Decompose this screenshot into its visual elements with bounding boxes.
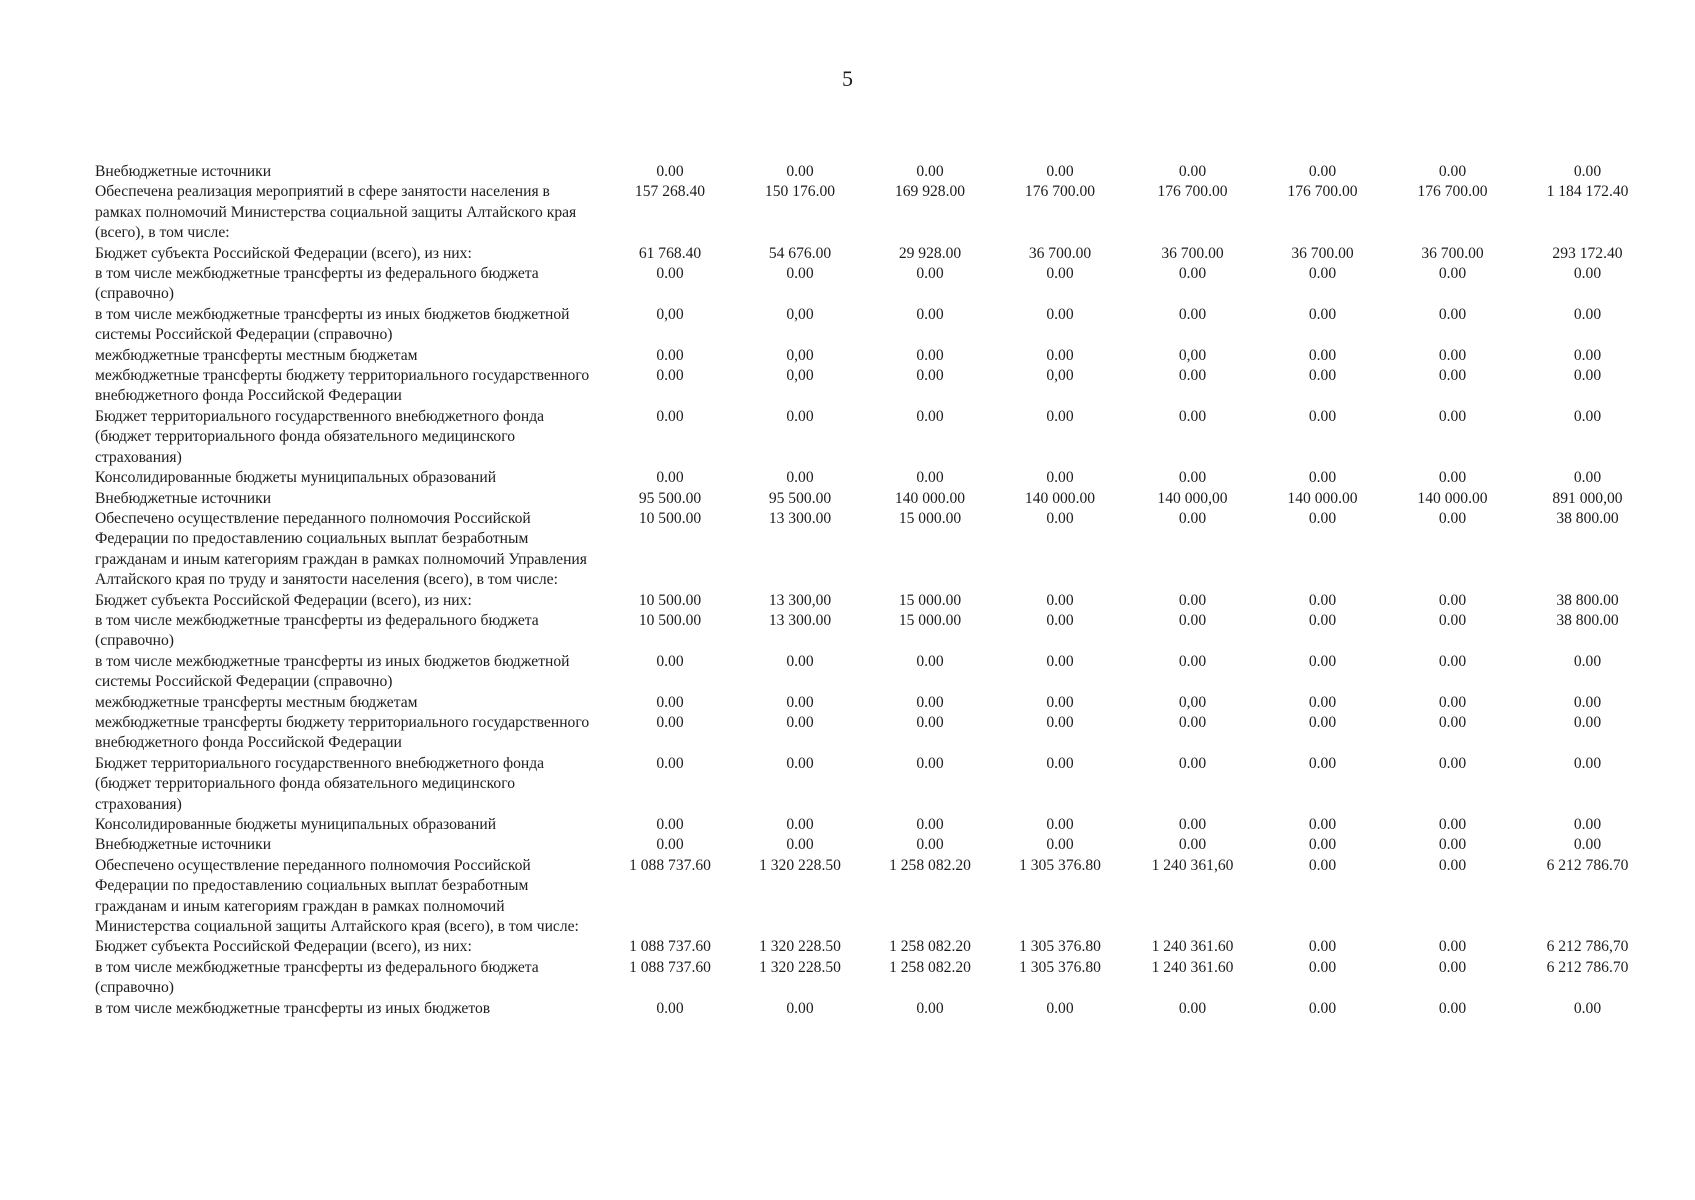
row-value: 0.00 — [1308, 999, 1337, 1017]
row-label: межбюджетные трансферты бюджету территориального государственного внебюджетного фонда Российской Федерации — [95, 713, 590, 752]
row-value: 0.00 — [916, 693, 944, 711]
row-value: 0.00 — [1573, 265, 1602, 283]
row-value: 0.00 — [786, 713, 814, 731]
row-value: 0.00 — [1438, 367, 1467, 385]
row-value: 0.00 — [1573, 305, 1602, 323]
row-value: 0,00 — [1178, 693, 1207, 711]
row-value: 140 000.00 — [1287, 489, 1358, 507]
row-value: 0.00 — [1438, 346, 1467, 364]
row-value: 0.00 — [786, 836, 814, 854]
row-value: 176 700.00 — [1287, 183, 1358, 201]
row-label: в том числе межбюджетные трансферты из иных бюджетов — [95, 999, 491, 1017]
row-value: 0.00 — [916, 265, 944, 283]
row-value: 0.00 — [1308, 305, 1337, 323]
row-value: 36 700.00 — [1161, 244, 1224, 262]
row-value: 0.00 — [656, 652, 684, 670]
row-value: 0.00 — [1438, 652, 1467, 670]
row-value: 15 000.00 — [898, 509, 962, 527]
row-value: 0.00 — [1178, 407, 1207, 425]
row-value: 36 700.00 — [1291, 244, 1354, 262]
row-value: 0.00 — [1308, 367, 1337, 385]
row-value: 0.00 — [1046, 713, 1074, 731]
row-value: 0,00 — [656, 305, 684, 323]
row-value: 0.00 — [1438, 958, 1467, 976]
row-value: 1 320 228.50 — [759, 958, 841, 976]
table-row — [95, 489, 1655, 509]
row-value: 0.00 — [786, 999, 814, 1017]
row-value: 0.00 — [1178, 305, 1207, 323]
row-label: Бюджет территориального государственного внебюджетного фонда (бюджет территориального фонда обязательного медицинского страхования) — [95, 754, 545, 813]
row-value: 15 000.00 — [898, 611, 962, 629]
row-value: 0.00 — [1178, 469, 1207, 487]
row-value: 0.00 — [1046, 407, 1074, 425]
row-value: 0.00 — [1178, 754, 1207, 772]
row-value: 1 305 376.80 — [1019, 856, 1101, 874]
table-row — [95, 264, 1655, 305]
table-row — [95, 509, 1655, 591]
row-value: 0.00 — [1573, 407, 1602, 425]
row-value: 13 300,00 — [768, 591, 832, 609]
table-row — [95, 815, 1655, 835]
table-row — [95, 835, 1655, 855]
row-value: 1 240 361,60 — [1151, 856, 1234, 874]
row-value: 0.00 — [1178, 265, 1207, 283]
row-label: Обеспечено осуществление переданного полномочия Российской Федерации по предоставлению социальных выплат безработным гражданам и иным категориям граждан в рамках полномочий Министерства социальной защиты Алтайского края (всего), в том числе: — [95, 856, 579, 936]
row-value: 0.00 — [1308, 265, 1337, 283]
row-value: 0.00 — [1438, 265, 1467, 283]
table-row — [95, 468, 1655, 488]
row-value: 36 700.00 — [1421, 244, 1484, 262]
row-value: 38 800.00 — [1556, 611, 1619, 629]
row-value: 0.00 — [916, 367, 944, 385]
row-value: 0.00 — [1438, 305, 1467, 323]
row-value: 0.00 — [786, 754, 814, 772]
row-value: 15 000.00 — [898, 591, 962, 609]
row-value: 0.00 — [786, 469, 814, 487]
row-value: 140 000.00 — [1417, 489, 1488, 507]
row-value: 0.00 — [1308, 469, 1337, 487]
row-value: 140 000.00 — [894, 489, 966, 507]
row-value: 891 000,00 — [1552, 489, 1623, 507]
row-value: 0.00 — [656, 407, 684, 425]
row-value: 0.00 — [1438, 856, 1467, 874]
row-label: Бюджет субъекта Российской Федерации (всего), из них: — [95, 591, 472, 609]
row-value: 54 676.00 — [768, 244, 832, 262]
row-value: 0.00 — [916, 836, 944, 854]
row-value: 0.00 — [1178, 591, 1207, 609]
row-value: 0.00 — [916, 754, 944, 772]
row-value: 0.00 — [1178, 999, 1207, 1017]
row-value: 140 000.00 — [1024, 489, 1096, 507]
row-value: 0.00 — [1178, 816, 1207, 833]
row-value: 38 800.00 — [1556, 591, 1619, 609]
row-value: 1 320 228.50 — [759, 938, 841, 956]
row-value: 1 258 082.20 — [889, 938, 971, 956]
row-label: Обеспечена реализация мероприятий в сфере занятости населения в рамках полномочий Министерства социальной защиты Алтайского края (всего), в том числе: — [95, 183, 577, 242]
row-value: 0.00 — [1046, 509, 1074, 527]
row-value: 6 212 786.70 — [1546, 856, 1629, 874]
row-value: 1 184 172.40 — [1546, 183, 1629, 201]
row-value: 0.00 — [1046, 305, 1074, 323]
row-value: 0.00 — [1308, 652, 1337, 670]
row-value: 0,00 — [1178, 346, 1207, 364]
row-value: 6 212 786.70 — [1546, 958, 1629, 976]
row-value: 0.00 — [916, 305, 944, 323]
row-value: 0.00 — [786, 163, 814, 180]
row-value: 0.00 — [1046, 611, 1074, 629]
row-value: 0,00 — [786, 305, 814, 323]
row-value: 0.00 — [1308, 407, 1337, 425]
row-value: 176 700.00 — [1417, 183, 1488, 201]
row-value: 1 258 082.20 — [889, 856, 971, 874]
row-label: Внебюджетные источники — [95, 836, 272, 854]
table-row — [95, 346, 1655, 366]
row-label: Внебюджетные источники — [95, 489, 272, 507]
row-value: 0.00 — [656, 367, 684, 385]
row-value: 10 500.00 — [638, 591, 702, 609]
row-value: 0.00 — [1308, 693, 1337, 711]
table-row — [95, 754, 1655, 815]
row-value: 1 305 376.80 — [1019, 958, 1101, 976]
row-value: 0.00 — [1308, 856, 1337, 874]
row-label: Консолидированные бюджеты муниципальных образований — [95, 469, 497, 487]
row-value: 0.00 — [916, 652, 944, 670]
row-label: в том числе межбюджетные трансферты из иных бюджетов бюджетной системы Российской Федерации (справочно) — [95, 652, 570, 691]
row-value: 0.00 — [656, 816, 684, 833]
row-value: 0.00 — [1308, 816, 1337, 833]
row-value: 0.00 — [656, 346, 684, 364]
row-label: межбюджетные трансферты бюджету территориального государственного внебюджетного фонда Российской Федерации — [95, 367, 590, 405]
table-row — [95, 182, 1655, 243]
table-row — [95, 162, 1655, 182]
row-value: 0.00 — [1308, 611, 1337, 629]
row-value: 0.00 — [656, 693, 684, 711]
row-value: 0.00 — [1046, 591, 1074, 609]
row-value: 0.00 — [1573, 836, 1602, 854]
row-value: 0.00 — [1046, 693, 1074, 711]
row-value: 0.00 — [656, 265, 684, 283]
row-value: 1 088 737.60 — [629, 958, 711, 976]
row-value: 0.00 — [916, 407, 944, 425]
row-value: 38 800.00 — [1556, 509, 1619, 527]
row-value: 0.00 — [1438, 938, 1467, 956]
row-value: 0.00 — [656, 999, 684, 1017]
row-value: 0.00 — [1308, 346, 1337, 364]
budget-table — [95, 162, 1655, 1019]
row-value: 0.00 — [1308, 509, 1337, 527]
row-value: 176 700.00 — [1157, 183, 1228, 201]
row-value: 0.00 — [1438, 469, 1467, 487]
row-value: 0.00 — [1046, 754, 1074, 772]
row-value: 0.00 — [1178, 611, 1207, 629]
row-value: 0.00 — [1178, 509, 1207, 527]
row-label: в том числе межбюджетные трансферты из федерального бюджета (справочно) — [95, 611, 539, 650]
row-value: 0.00 — [916, 713, 944, 731]
row-value: 0.00 — [916, 469, 944, 487]
row-value: 0.00 — [916, 163, 944, 180]
row-value: 1 258 082.20 — [889, 958, 971, 976]
row-value: 0.00 — [1438, 816, 1467, 833]
row-value: 0,00 — [786, 346, 814, 364]
row-value: 0.00 — [1178, 652, 1207, 670]
row-value: 157 268.40 — [634, 183, 706, 201]
row-value: 0.00 — [1438, 754, 1467, 772]
table-row — [95, 305, 1655, 346]
row-value: 1 320 228.50 — [759, 856, 841, 874]
table-row — [95, 366, 1655, 407]
table-row — [95, 244, 1655, 264]
row-value: 0.00 — [1046, 836, 1074, 854]
row-value: 0.00 — [1308, 713, 1337, 731]
row-value: 0.00 — [916, 816, 944, 833]
page-number: 5 — [842, 66, 853, 91]
row-value: 13 300.00 — [768, 509, 832, 527]
row-value: 0.00 — [1046, 346, 1074, 364]
row-value: 0.00 — [1308, 938, 1337, 956]
row-value: 0.00 — [1308, 958, 1337, 976]
row-value: 0.00 — [656, 713, 684, 731]
row-value: 0.00 — [656, 163, 684, 180]
row-value: 0.00 — [916, 999, 944, 1017]
row-value: 0.00 — [1308, 754, 1337, 772]
row-value: 0.00 — [1308, 163, 1337, 180]
row-value: 29 928.00 — [898, 244, 962, 262]
row-value: 0.00 — [1438, 611, 1467, 629]
row-value: 140 000,00 — [1157, 489, 1228, 507]
row-value: 0.00 — [786, 693, 814, 711]
row-value: 0.00 — [1046, 265, 1074, 283]
row-value: 293 172.40 — [1552, 244, 1623, 262]
row-value: 0.00 — [656, 754, 684, 772]
row-value: 0.00 — [786, 652, 814, 670]
row-value: 0.00 — [1178, 163, 1207, 180]
row-value: 0.00 — [1438, 163, 1467, 180]
row-value: 176 700.00 — [1024, 183, 1096, 201]
row-value: 169 928.00 — [894, 183, 966, 201]
table-body — [95, 162, 1655, 1019]
row-value: 1 305 376.80 — [1019, 938, 1101, 956]
row-value: 0.00 — [1308, 836, 1337, 854]
row-value: 0.00 — [786, 816, 814, 833]
row-label: Бюджет территориального государственного внебюджетного фонда (бюджет территориального фонда обязательного медицинского страхования) — [95, 407, 545, 466]
row-value: 0.00 — [1573, 713, 1602, 731]
row-value: 0.00 — [1178, 367, 1207, 385]
row-value: 10 500.00 — [638, 611, 702, 629]
table-row — [95, 856, 1655, 938]
row-value: 0.00 — [1438, 836, 1467, 854]
row-value: 0.00 — [1573, 652, 1602, 670]
row-value: 0.00 — [1308, 591, 1337, 609]
row-value: 0.00 — [1046, 163, 1074, 180]
row-value: 0.00 — [1573, 367, 1602, 385]
row-value: 0.00 — [1438, 509, 1467, 527]
row-value: 0.00 — [1178, 836, 1207, 854]
row-label: межбюджетные трансферты местным бюджетам — [95, 346, 418, 364]
row-value: 0,00 — [786, 367, 814, 385]
row-value: 0.00 — [1573, 999, 1602, 1017]
row-value: 0.00 — [786, 265, 814, 283]
row-value: 0,00 — [1046, 367, 1074, 385]
row-label: Бюджет субъекта Российской Федерации (всего), из них: — [95, 244, 472, 262]
row-value: 36 700.00 — [1028, 244, 1092, 262]
row-value: 95 500.00 — [638, 489, 702, 507]
row-value: 0.00 — [1046, 652, 1074, 670]
table-row — [95, 958, 1655, 999]
row-label: в том числе межбюджетные трансферты из иных бюджетов бюджетной системы Российской Федерации (справочно) — [95, 305, 570, 344]
row-value: 0.00 — [916, 346, 944, 364]
row-value: 0.00 — [1046, 469, 1074, 487]
row-value: 0.00 — [1046, 816, 1074, 833]
row-label: в том числе межбюджетные трансферты из федерального бюджета (справочно) — [95, 265, 539, 303]
row-value: 0.00 — [1573, 346, 1602, 364]
row-value: 0.00 — [1438, 999, 1467, 1017]
row-label: Бюджет субъекта Российской Федерации (всего), из них: — [95, 938, 472, 956]
row-value: 0.00 — [656, 469, 684, 487]
row-value: 0.00 — [1573, 163, 1602, 180]
row-value: 0.00 — [1046, 999, 1074, 1017]
row-value: 61 768.40 — [638, 244, 702, 262]
row-value: 0.00 — [786, 407, 814, 425]
table-row — [95, 713, 1655, 754]
row-label: Консолидированные бюджеты муниципальных образований — [95, 816, 497, 833]
row-value: 150 176.00 — [764, 183, 836, 201]
row-label: Внебюджетные источники — [95, 163, 272, 180]
table-row — [95, 999, 1655, 1019]
row-value: 6 212 786,70 — [1546, 938, 1629, 956]
row-value: 0.00 — [1438, 591, 1467, 609]
row-value: 0.00 — [1438, 693, 1467, 711]
row-value: 0.00 — [1573, 816, 1602, 833]
row-value: 0.00 — [1438, 407, 1467, 425]
table-row — [95, 652, 1655, 693]
row-value: 0.00 — [1573, 693, 1602, 711]
row-value: 0.00 — [1573, 754, 1602, 772]
row-value: 0.00 — [1573, 469, 1602, 487]
row-value: 1 240 361.60 — [1151, 938, 1234, 956]
row-label: межбюджетные трансферты местным бюджетам — [95, 693, 418, 711]
table-row — [95, 591, 1655, 611]
row-value: 0.00 — [1178, 713, 1207, 731]
row-label: Обеспечено осуществление переданного полномочия Российской Федерации по предоставлению социальных выплат безработным гражданам и иным категориям граждан в рамках полномочий Управления Алтайского края по труду и занятости населения (всего), в том числе: — [95, 509, 587, 589]
row-value: 13 300.00 — [768, 611, 832, 629]
row-value: 1 088 737.60 — [629, 856, 711, 874]
row-value: 1 240 361.60 — [1151, 958, 1234, 976]
table-row — [95, 407, 1655, 468]
row-value: 10 500.00 — [638, 509, 702, 527]
table-row — [95, 693, 1655, 713]
row-label: в том числе межбюджетные трансферты из федерального бюджета (справочно) — [95, 958, 539, 997]
table-row — [95, 611, 1655, 652]
row-value: 95 500.00 — [768, 489, 832, 507]
row-value: 1 088 737.60 — [629, 938, 711, 956]
row-value: 0.00 — [1438, 713, 1467, 731]
table-row — [95, 937, 1655, 957]
row-value: 0.00 — [656, 836, 684, 854]
